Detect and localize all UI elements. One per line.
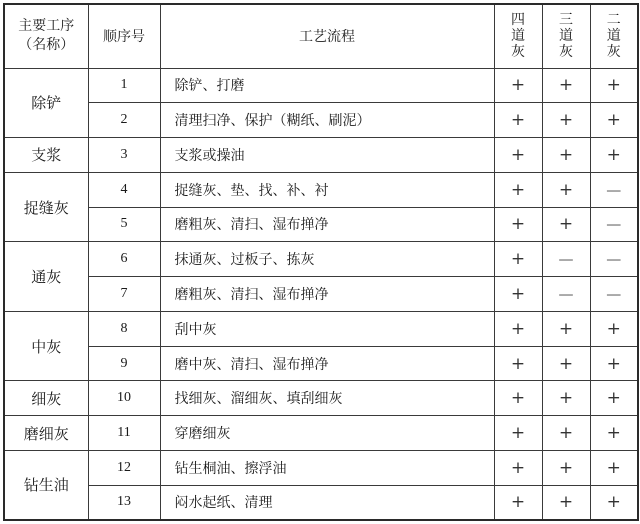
seq-no-cell: 1 <box>88 68 160 103</box>
four-coats-cell: + <box>494 311 542 346</box>
table-row <box>4 103 638 138</box>
two-coats-cell: + <box>590 381 638 416</box>
four-coats-cell: + <box>494 346 542 381</box>
seq-no-cell: 10 <box>88 381 160 416</box>
three-coats-cell: — <box>542 277 590 312</box>
two-coats-cell: + <box>590 450 638 485</box>
four-coats-cell: + <box>494 381 542 416</box>
flow-cell: 闷水起纸、清理 <box>160 485 494 520</box>
flow-cell: 磨粗灰、清扫、湿布掸净 <box>160 207 494 242</box>
flow-cell: 钻生桐油、擦浮油 <box>160 450 494 485</box>
flow-cell: 捉缝灰、垫、找、补、衬 <box>160 172 494 207</box>
two-coats-cell: — <box>590 172 638 207</box>
process-table <box>3 3 639 521</box>
seq-no-cell: 13 <box>88 485 160 520</box>
four-coats-cell: + <box>494 207 542 242</box>
header-four-coats-label: 四道灰 <box>511 12 525 61</box>
table-row <box>4 485 638 520</box>
process-name-cell: 中灰 <box>4 311 88 381</box>
table-row <box>4 311 638 346</box>
header-row <box>4 4 638 68</box>
seq-no-cell: 5 <box>88 207 160 242</box>
four-coats-cell: + <box>494 138 542 173</box>
process-name-cell: 细灰 <box>4 381 88 416</box>
header-two-coats <box>590 4 638 68</box>
seq-no-cell: 3 <box>88 138 160 173</box>
process-name-cell: 支浆 <box>4 138 88 173</box>
seq-no-cell: 11 <box>88 416 160 451</box>
header-four-coats <box>494 4 542 68</box>
flow-cell: 除铲、打磨 <box>160 68 494 103</box>
two-coats-cell: + <box>590 346 638 381</box>
table-row <box>4 277 638 312</box>
flow-cell: 磨粗灰、清扫、湿布掸净 <box>160 277 494 312</box>
seq-no-cell: 4 <box>88 172 160 207</box>
seq-no-cell: 2 <box>88 103 160 138</box>
table-row <box>4 207 638 242</box>
three-coats-cell: + <box>542 381 590 416</box>
table-row <box>4 242 638 277</box>
two-coats-cell: + <box>590 311 638 346</box>
flow-cell: 支浆或操油 <box>160 138 494 173</box>
flow-cell: 找细灰、溜细灰、填刮细灰 <box>160 381 494 416</box>
three-coats-cell: + <box>542 416 590 451</box>
two-coats-cell: + <box>590 485 638 520</box>
seq-no-cell: 9 <box>88 346 160 381</box>
flow-cell: 抹通灰、过板子、拣灰 <box>160 242 494 277</box>
two-coats-cell: + <box>590 416 638 451</box>
table-row <box>4 138 638 173</box>
header-three-coats-label: 三道灰 <box>559 12 573 61</box>
table-row <box>4 450 638 485</box>
process-name-cell: 钻生油 <box>4 450 88 520</box>
three-coats-cell: + <box>542 138 590 173</box>
two-coats-cell: + <box>590 103 638 138</box>
four-coats-cell: + <box>494 416 542 451</box>
two-coats-cell: — <box>590 242 638 277</box>
seq-no-cell: 8 <box>88 311 160 346</box>
three-coats-cell: + <box>542 485 590 520</box>
three-coats-cell: + <box>542 450 590 485</box>
four-coats-cell: + <box>494 277 542 312</box>
three-coats-cell: + <box>542 311 590 346</box>
process-name-cell: 磨细灰 <box>4 416 88 451</box>
process-name-cell: 通灰 <box>4 242 88 312</box>
flow-cell: 清理扫净、保护（糊纸、刷泥） <box>160 103 494 138</box>
three-coats-cell: — <box>542 242 590 277</box>
four-coats-cell: + <box>494 68 542 103</box>
header-process-line2: （名称） <box>18 37 75 54</box>
table-row <box>4 381 638 416</box>
flow-cell: 磨中灰、清扫、湿布掸净 <box>160 346 494 381</box>
seq-no-cell: 12 <box>88 450 160 485</box>
process-name-cell: 捉缝灰 <box>4 172 88 242</box>
header-three-coats <box>542 4 590 68</box>
three-coats-cell: + <box>542 103 590 138</box>
header-process <box>4 4 88 68</box>
two-coats-cell: + <box>590 138 638 173</box>
header-process-line1: 主要工序 <box>18 18 75 35</box>
four-coats-cell: + <box>494 485 542 520</box>
three-coats-cell: + <box>542 207 590 242</box>
table-row <box>4 416 638 451</box>
flow-cell: 刮中灰 <box>160 311 494 346</box>
four-coats-cell: + <box>494 103 542 138</box>
two-coats-cell: + <box>590 68 638 103</box>
two-coats-cell: — <box>590 277 638 312</box>
seq-no-cell: 7 <box>88 277 160 312</box>
four-coats-cell: + <box>494 172 542 207</box>
table-row <box>4 68 638 103</box>
four-coats-cell: + <box>494 242 542 277</box>
three-coats-cell: + <box>542 172 590 207</box>
table-row <box>4 172 638 207</box>
seq-no-cell: 6 <box>88 242 160 277</box>
flow-cell: 穿磨细灰 <box>160 416 494 451</box>
table-row <box>4 346 638 381</box>
header-flow: 工艺流程 <box>160 4 494 68</box>
two-coats-cell: — <box>590 207 638 242</box>
header-seq-no: 顺序号 <box>88 4 160 68</box>
three-coats-cell: + <box>542 68 590 103</box>
three-coats-cell: + <box>542 346 590 381</box>
process-name-cell: 除铲 <box>4 68 88 138</box>
four-coats-cell: + <box>494 450 542 485</box>
header-two-coats-label: 二道灰 <box>606 12 621 61</box>
